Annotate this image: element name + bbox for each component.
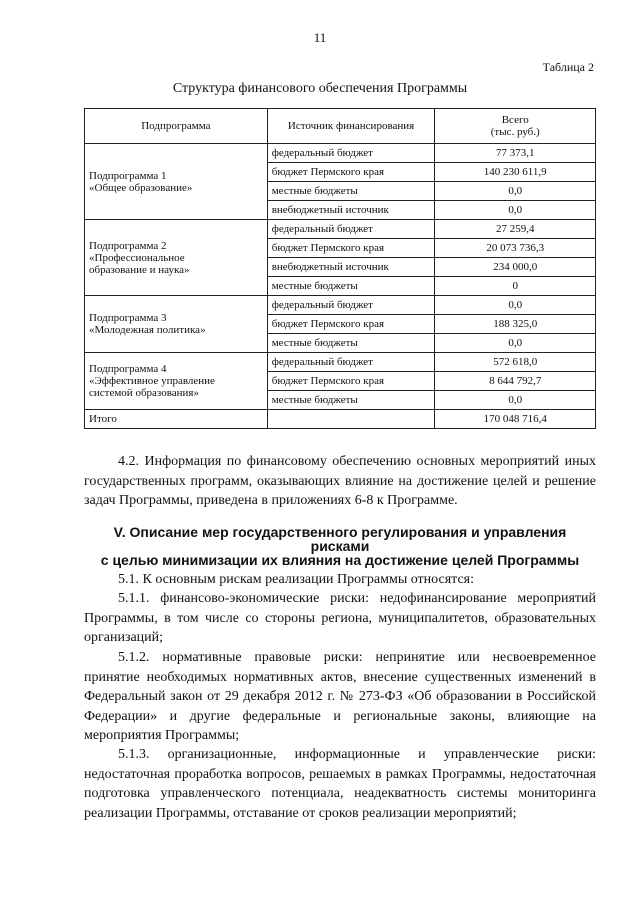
funding-value: 0,0: [435, 201, 596, 220]
funding-source: федеральный бюджет: [267, 353, 435, 372]
funding-source: федеральный бюджет: [267, 220, 435, 239]
funding-value: 20 073 736,3: [435, 239, 596, 258]
subprogram-name: Подпрограмма 2 «Профессиональное образование и наука»: [85, 220, 268, 296]
funding-value: 234 000,0: [435, 258, 596, 277]
section-v-heading-line2: с целью минимизации их влияния на достижение целей Программы: [100, 552, 580, 568]
table-row: [85, 296, 596, 315]
total-label: Итого: [85, 410, 268, 429]
paragraph-4-2: 4.2. Информация по финансовому обеспечению основных мероприятий иных государственных программ, оказывающих влияние на достижение целей и решение задач Программы, приведена в приложениях 6-8 к Программе.: [84, 454, 596, 508]
page-number: 11: [313, 30, 327, 45]
header-total: Всего (тыс. руб.): [435, 109, 596, 144]
table-body: [85, 144, 596, 429]
funding-source: бюджет Пермского края: [267, 372, 435, 391]
funding-value: 0,0: [435, 391, 596, 410]
funding-value: 0,0: [435, 182, 596, 201]
funding-source: бюджет Пермского края: [267, 163, 435, 182]
table-header-row: [85, 109, 596, 144]
table-total-row: [85, 410, 596, 429]
paragraph-5-1-3: 5.1.3. организационные, информационные и управленческие риски: недостаточная проработка вопросов, решаемых в рамках Программы, недостаточная подготовка управленческого потенциала, неадекватность системы мониторинга реализации Программы, отставание от сроков реализации мероприятий;: [84, 747, 596, 821]
funding-value: 77 373,1: [435, 144, 596, 163]
funding-value: 0,0: [435, 334, 596, 353]
section-v-heading-line1: V. Описание мер государственного регулирования и управления рисками: [113, 524, 567, 554]
section-v-heading: [84, 525, 596, 567]
financing-table: [84, 108, 596, 429]
subprogram-name: Подпрограмма 3 «Молодежная политика»: [85, 296, 268, 353]
funding-source: федеральный бюджет: [267, 296, 435, 315]
header-source: Источник финансирования: [267, 109, 435, 144]
paragraph-5-1: 5.1. К основным рискам реализации Программы относятся:: [118, 572, 475, 587]
table-label: Таблица 2: [542, 60, 594, 74]
funding-source: бюджет Пермского края: [267, 239, 435, 258]
subprogram-name: Подпрограмма 1 «Общее образование»: [85, 144, 268, 220]
funding-source: местные бюджеты: [267, 391, 435, 410]
funding-value: 572 618,0: [435, 353, 596, 372]
total-value: 170 048 716,4: [435, 410, 596, 429]
funding-value: 8 644 792,7: [435, 372, 596, 391]
paragraph-5-1-1: 5.1.1. финансово-экономические риски: недофинансирование мероприятий Программы, в том числе со стороны региона, муниципалитетов, образовательных организаций;: [84, 591, 596, 645]
total-source: [267, 410, 435, 429]
funding-value: 0,0: [435, 296, 596, 315]
subprogram-name: Подпрограмма 4 «Эффективное управление системой образования»: [85, 353, 268, 410]
funding-source: местные бюджеты: [267, 334, 435, 353]
funding-source: местные бюджеты: [267, 277, 435, 296]
funding-source: местные бюджеты: [267, 182, 435, 201]
table-row: [85, 220, 596, 239]
funding-value: 0: [435, 277, 596, 296]
header-subprogram: Подпрограмма: [85, 109, 268, 144]
funding-source: внебюджетный источник: [267, 258, 435, 277]
funding-value: 140 230 611,9: [435, 163, 596, 182]
funding-value: 188 325,0: [435, 315, 596, 334]
funding-source: бюджет Пермского края: [267, 315, 435, 334]
table-row: [85, 353, 596, 372]
funding-value: 27 259,4: [435, 220, 596, 239]
paragraph-5-1-2: 5.1.2. нормативные правовые риски: непринятие или несвоевременное принятие необходимых нормативных актов, внесение существенных изменений в Федеральный закон от 29 декабря 2012 г. № 273-ФЗ «Об образовании в Российской Федерации» и другие федеральные и региональные законы, влияющие на мероприятия Программы;: [84, 650, 596, 743]
funding-source: федеральный бюджет: [267, 144, 435, 163]
table-row: [85, 144, 596, 163]
table-title: Структура финансового обеспечения Программы: [172, 81, 468, 96]
funding-source: внебюджетный источник: [267, 201, 435, 220]
